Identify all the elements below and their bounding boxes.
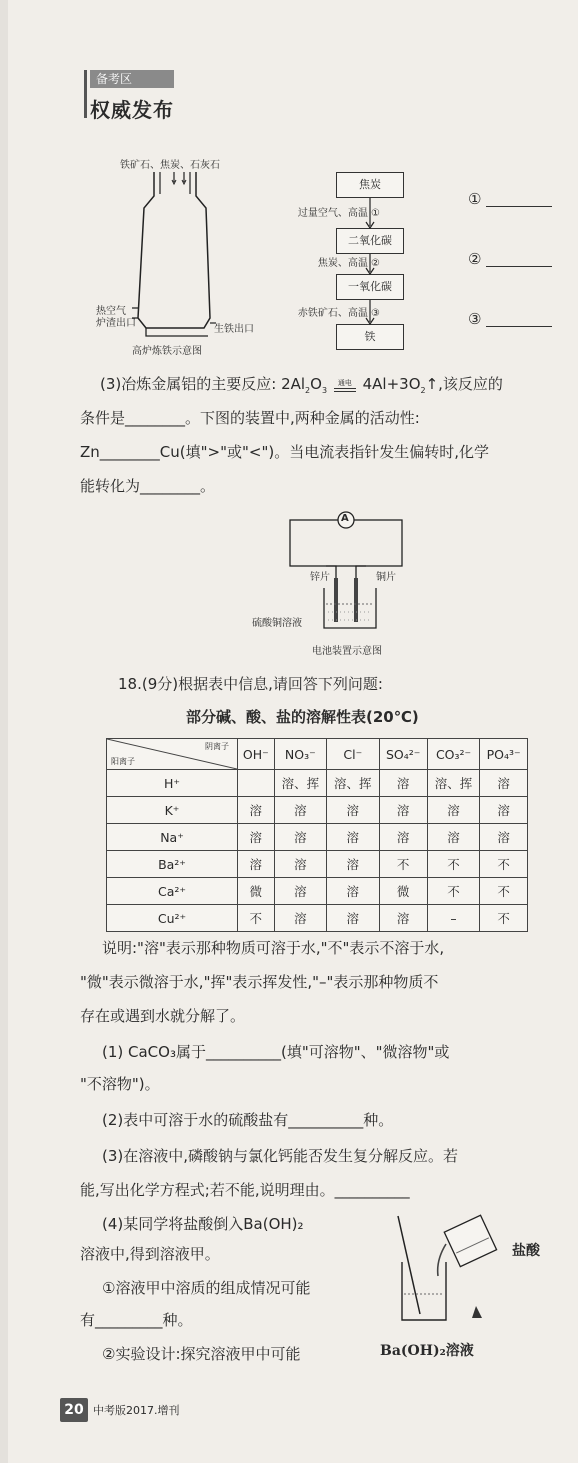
q18-1-line-a: (1) CaCO₃属于__________(填"可溶物"、"微溶物"或 — [102, 1043, 450, 1061]
answer-blank-1[interactable] — [486, 206, 552, 207]
table-title: 部分碱、酸、盐的溶解性表(20℃) — [186, 708, 419, 726]
solution-label: 硫酸铜溶液 — [252, 618, 302, 629]
flow-condition-3: 赤铁矿石、高温 ③ — [297, 308, 380, 319]
solubility-cell: 溶 — [274, 824, 326, 851]
flow-box-coke: 焦炭 — [336, 172, 404, 198]
q18-3-line-b: 能,写出化学方程式;若不能,说明理由。__________ — [80, 1181, 410, 1199]
q18-1-line-b: "不溶物")。 — [80, 1075, 160, 1093]
cation-cell: Cu²⁺ — [107, 905, 238, 932]
solubility-cell: 微 — [379, 878, 427, 905]
solubility-cell: 溶 — [327, 824, 379, 851]
anion-header: PO₄³⁻ — [480, 739, 528, 770]
cation-cell: Na⁺ — [107, 824, 238, 851]
q18-4-line-c: ①溶液甲中溶质的组成情况可能 — [102, 1279, 311, 1297]
solubility-cell: 不 — [480, 878, 528, 905]
solubility-cell: 不 — [427, 878, 479, 905]
solubility-cell: 溶 — [274, 797, 326, 824]
solubility-cell: 溶 — [238, 851, 275, 878]
solubility-cell: 溶 — [379, 905, 427, 932]
furnace-caption: 高炉炼铁示意图 — [132, 346, 202, 357]
flow-box-co2: 二氧化碳 — [336, 228, 404, 254]
q18-3-line-a: (3)在溶液中,磷酸钠与氯化钙能否发生复分解反应。若 — [102, 1147, 459, 1165]
page-binding-edge — [0, 0, 8, 1463]
q18-4-line-e: ②实验设计:探究溶液甲中可能 — [102, 1345, 301, 1363]
solubility-cell: 不 — [427, 851, 479, 878]
corner-cation-label: 阳离子 — [111, 757, 135, 766]
solubility-cell: 溶、挥 — [274, 770, 326, 797]
anion-header: Cl⁻ — [327, 739, 379, 770]
solubility-cell: 溶 — [427, 797, 479, 824]
solubility-cell: 不 — [480, 905, 528, 932]
page-number: 20 — [60, 1398, 88, 1422]
table-row — [107, 770, 528, 797]
q18-2: (2)表中可溶于水的硫酸盐有__________种。 — [102, 1111, 394, 1129]
table-row — [107, 905, 528, 932]
solubility-cell: 溶 — [427, 824, 479, 851]
header-accent-bar — [84, 70, 87, 118]
note-line-3: 存在或遇到水就分解了。 — [80, 1007, 246, 1025]
q17-3-line4: 能转化为________。 — [80, 477, 216, 495]
q17-3-line2: 条件是________。下图的装置中,两种金属的活动性: — [80, 409, 420, 427]
copper-label: 铜片 — [376, 572, 396, 583]
zinc-label: 锌片 — [310, 572, 330, 583]
cation-cell: Ca²⁺ — [107, 878, 238, 905]
acid-label: 盐酸 — [512, 1243, 540, 1259]
base-solution-label: Ba(OH)₂溶液 — [380, 1343, 474, 1359]
cation-cell: K⁺ — [107, 797, 238, 824]
anion-header: SO₄²⁻ — [379, 739, 427, 770]
solubility-cell: – — [427, 905, 479, 932]
q18-4-line-a: (4)某同学将盐酸倒入Ba(OH)₂ — [102, 1215, 304, 1233]
solubility-cell: 微 — [238, 878, 275, 905]
table-corner-cell — [107, 739, 238, 770]
answer-blank-1-label: ① — [468, 190, 482, 208]
solubility-cell: 溶 — [274, 851, 326, 878]
slag-outlet-label: 炉渣出口 — [96, 318, 136, 329]
solubility-cell: 溶 — [274, 878, 326, 905]
cation-cell: Ba²⁺ — [107, 851, 238, 878]
cation-cell: H⁺ — [107, 770, 238, 797]
answer-blank-3[interactable] — [486, 326, 552, 327]
solubility-cell: 溶 — [379, 770, 427, 797]
cell-caption: 电池装置示意图 — [312, 646, 382, 657]
answer-blank-2-label: ② — [468, 250, 482, 268]
solubility-cell — [238, 770, 275, 797]
answer-blank-3-label: ③ — [468, 310, 482, 328]
flow-box-iron: 铁 — [336, 324, 404, 350]
solubility-cell: 溶 — [379, 797, 427, 824]
table-header-row — [107, 739, 528, 770]
anion-header: OH⁻ — [238, 739, 275, 770]
solubility-cell: 溶 — [480, 797, 528, 824]
note-line-2: "微"表示微溶于水,"挥"表示挥发性,"–"表示那种物质不 — [80, 973, 439, 991]
ammeter-label: A — [341, 513, 349, 524]
solubility-cell: 溶 — [327, 905, 379, 932]
solubility-cell: 溶、挥 — [327, 770, 379, 797]
q18-4-line-d: 有_________种。 — [80, 1311, 193, 1329]
flow-condition-1: 过量空气、高温 ① — [297, 208, 380, 219]
q17-3-line3: Zn________Cu(填">"或"<")。当电流表指针发生偏转时,化学 — [80, 443, 489, 461]
pouring-acid-illustration — [380, 1210, 510, 1340]
table-row — [107, 878, 528, 905]
solubility-table — [106, 738, 528, 932]
solubility-cell: 溶 — [480, 770, 528, 797]
table-row — [107, 824, 528, 851]
table-row — [107, 797, 528, 824]
solubility-cell: 不 — [379, 851, 427, 878]
solubility-cell: 溶 — [327, 851, 379, 878]
anion-header: NO₃⁻ — [274, 739, 326, 770]
answer-blank-2[interactable] — [486, 266, 552, 267]
note-line-1: 说明:"溶"表示那种物质可溶于水,"不"表示不溶于水, — [102, 939, 445, 957]
solubility-cell: 溶 — [379, 824, 427, 851]
solubility-cell: 溶 — [327, 878, 379, 905]
solubility-cell: 溶、挥 — [427, 770, 479, 797]
brand-title: 权威发布 — [90, 98, 174, 122]
q18-intro: 18.(9分)根据表中信息,请回答下列问题: — [118, 675, 383, 693]
section-tag: 备考区 — [90, 70, 174, 88]
flow-box-co: 一氧化碳 — [336, 274, 404, 300]
solubility-cell: 溶 — [480, 824, 528, 851]
reaction-condition: 通电 — [337, 378, 352, 387]
iron-outlet-label: 生铁出口 — [214, 324, 254, 335]
table-row — [107, 851, 528, 878]
hot-air-label: 热空气 — [96, 306, 126, 317]
q18-4-line-b: 溶液中,得到溶液甲。 — [80, 1245, 220, 1263]
q17-3-line1: (3)冶炼金属铝的主要反应: $2Al_2O_3$ 通电 $4Al+3O_2↑$,该反应的 — [100, 375, 503, 395]
solubility-cell: 不 — [238, 905, 275, 932]
solubility-cell: 不 — [480, 851, 528, 878]
corner-anion-label: 阴离子 — [205, 742, 229, 751]
flow-condition-2: 焦炭、高温 ② — [317, 258, 380, 269]
publication-label: 中考版2017.增刊 — [93, 1404, 180, 1417]
solubility-cell: 溶 — [327, 797, 379, 824]
solubility-cell: 溶 — [274, 905, 326, 932]
solubility-cell: 溶 — [238, 797, 275, 824]
furnace-top-label: 铁矿石、焦炭、石灰石 — [120, 160, 220, 171]
solubility-cell: 溶 — [238, 824, 275, 851]
anion-header: CO₃²⁻ — [427, 739, 479, 770]
